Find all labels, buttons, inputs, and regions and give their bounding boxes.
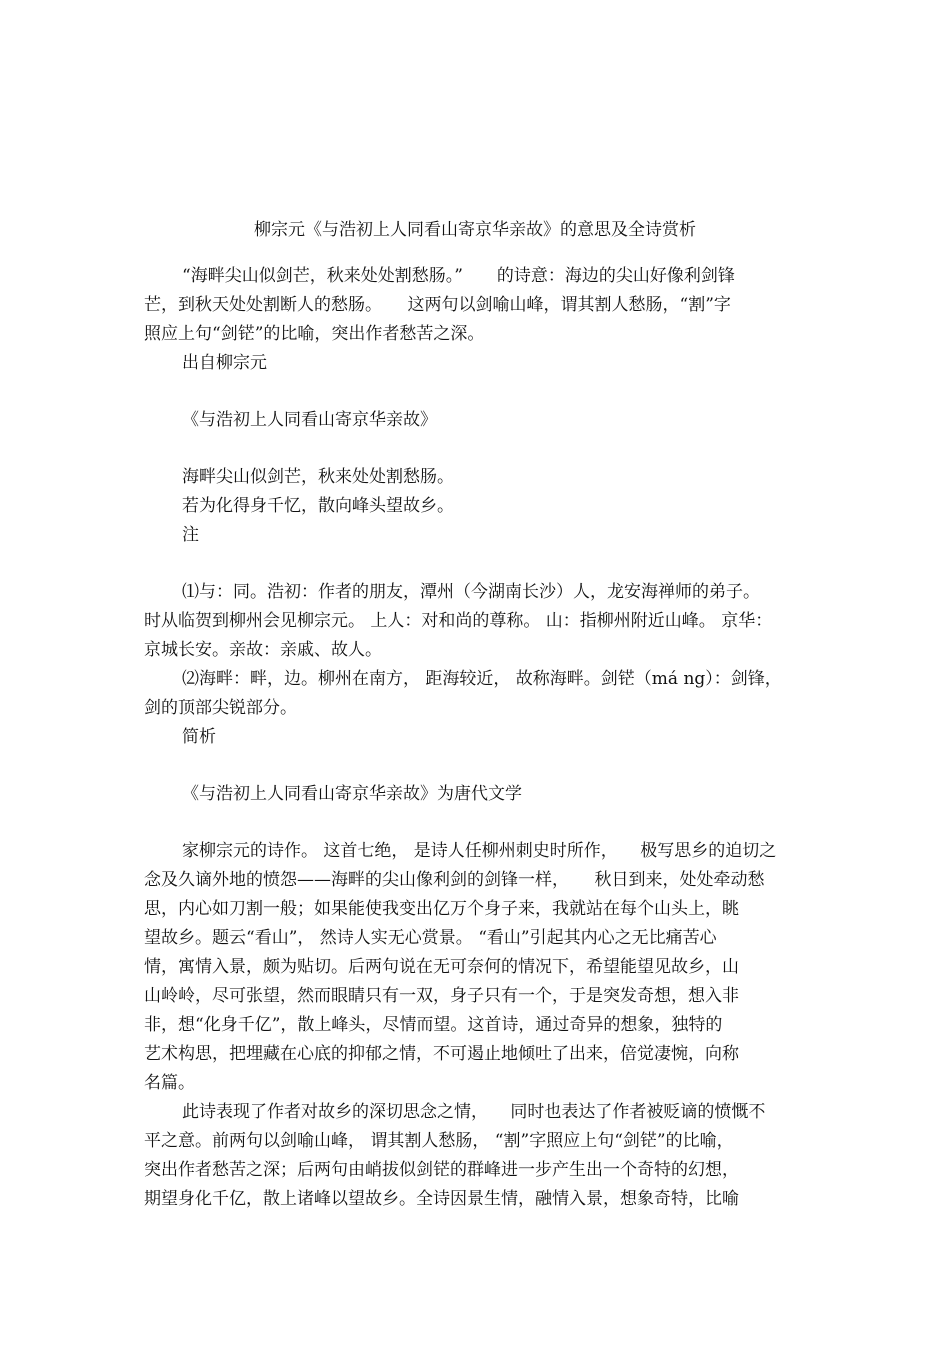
text-line: 期望身化千亿，散上诸峰以望故乡。全诗因景生情，融情入景，想象奇特，比喻	[144, 1189, 739, 1209]
poem-title: 《与浩初上人同看山寄京华亲故》	[182, 410, 437, 430]
text-line: “海畔尖山似剑芒，秋来处处割愁肠。” 的诗意：海边的尖山好像利剑锋	[182, 266, 735, 286]
text-line: 艺术构思，把埋藏在心底的抑郁之情，不可遏止地倾吐了出来，倍觉凄惋，向称	[144, 1044, 739, 1064]
text-line: 思，内心如刀割一般；如果能使我变出亿万个身子来，我就站在每个山头上，眺	[144, 899, 739, 919]
text-line: 芒，到秋天处处割断人的愁肠。 这两句以剑喻山峰，谓其割人愁肠，“割”字	[144, 295, 731, 315]
text-line: 非，想“化身千亿”，散上峰头，尽情而望。这首诗，通过奇异的想象，独特的	[144, 1015, 723, 1035]
section-heading-analysis: 简析	[182, 727, 216, 747]
note-line: ⑵海畔：畔，边。柳州在南方， 距海较近， 故称海畔。剑铓（má ng）：剑锋，	[182, 669, 782, 689]
poem-line: 海畔尖山似剑芒，秋来处处割愁肠。	[182, 467, 454, 487]
text-line: 情，寓情入景，颇为贴切。后两句说在无可奈何的情况下，希望能望见故乡，山	[144, 957, 739, 977]
text-line: 此诗表现了作者对故乡的深切思念之情， 同时也表达了作者被贬谪的愤慨不	[182, 1102, 766, 1122]
text-line: 念及久谪外地的愤怨——海畔的尖山像利剑的剑锋一样， 秋日到来，处处牵动愁	[144, 870, 765, 890]
text-line: 《与浩初上人同看山寄京华亲故》为唐代文学	[182, 784, 522, 804]
text-line: 望故乡。题云“看山”， 然诗人实无心赏景。 “看山”引起其内心之无比痛苦心	[144, 928, 717, 948]
note-line: ⑴与：同。浩初：作者的朋友，潭州（今湖南长沙）人，龙安海禅师的弟子。	[182, 582, 760, 602]
text-line: 平之意。前两句以剑喻山峰， 谓其割人愁肠， “割”字照应上句“剑铓”的比喻，	[144, 1131, 734, 1151]
note-line: 剑的顶部尖锐部分。	[144, 698, 297, 718]
poem-line: 若为化得身千忆，散向峰头望故乡。	[182, 496, 454, 516]
note-line: 时从临贺到柳州会见柳宗元。 上人：对和尚的尊称。 山：指柳州附近山峰。 京华：	[144, 611, 773, 631]
section-heading-notes: 注	[182, 525, 199, 545]
text-line: 名篇。	[144, 1073, 195, 1093]
text-line: 照应上句“剑铓”的比喻，突出作者愁苦之深。	[144, 324, 485, 344]
text-line: 山岭岭，尽可张望，然而眼睛只有一双，身子只有一个，于是突发奇想，想入非	[144, 986, 739, 1006]
document-title: 柳宗元《与浩初上人同看山寄京华亲故》的意思及全诗赏析	[254, 220, 696, 240]
text-line: 出自柳宗元	[182, 353, 267, 373]
note-line: 京城长安。亲故：亲戚、故人。	[144, 640, 382, 660]
text-line: 家柳宗元的诗作。 这首七绝， 是诗人任柳州刺史时所作， 极写思乡的迫切之	[182, 841, 777, 861]
text-line: 突出作者愁苦之深；后两句由峭拔似剑铓的群峰进一步产生出一个奇特的幻想，	[144, 1160, 739, 1180]
